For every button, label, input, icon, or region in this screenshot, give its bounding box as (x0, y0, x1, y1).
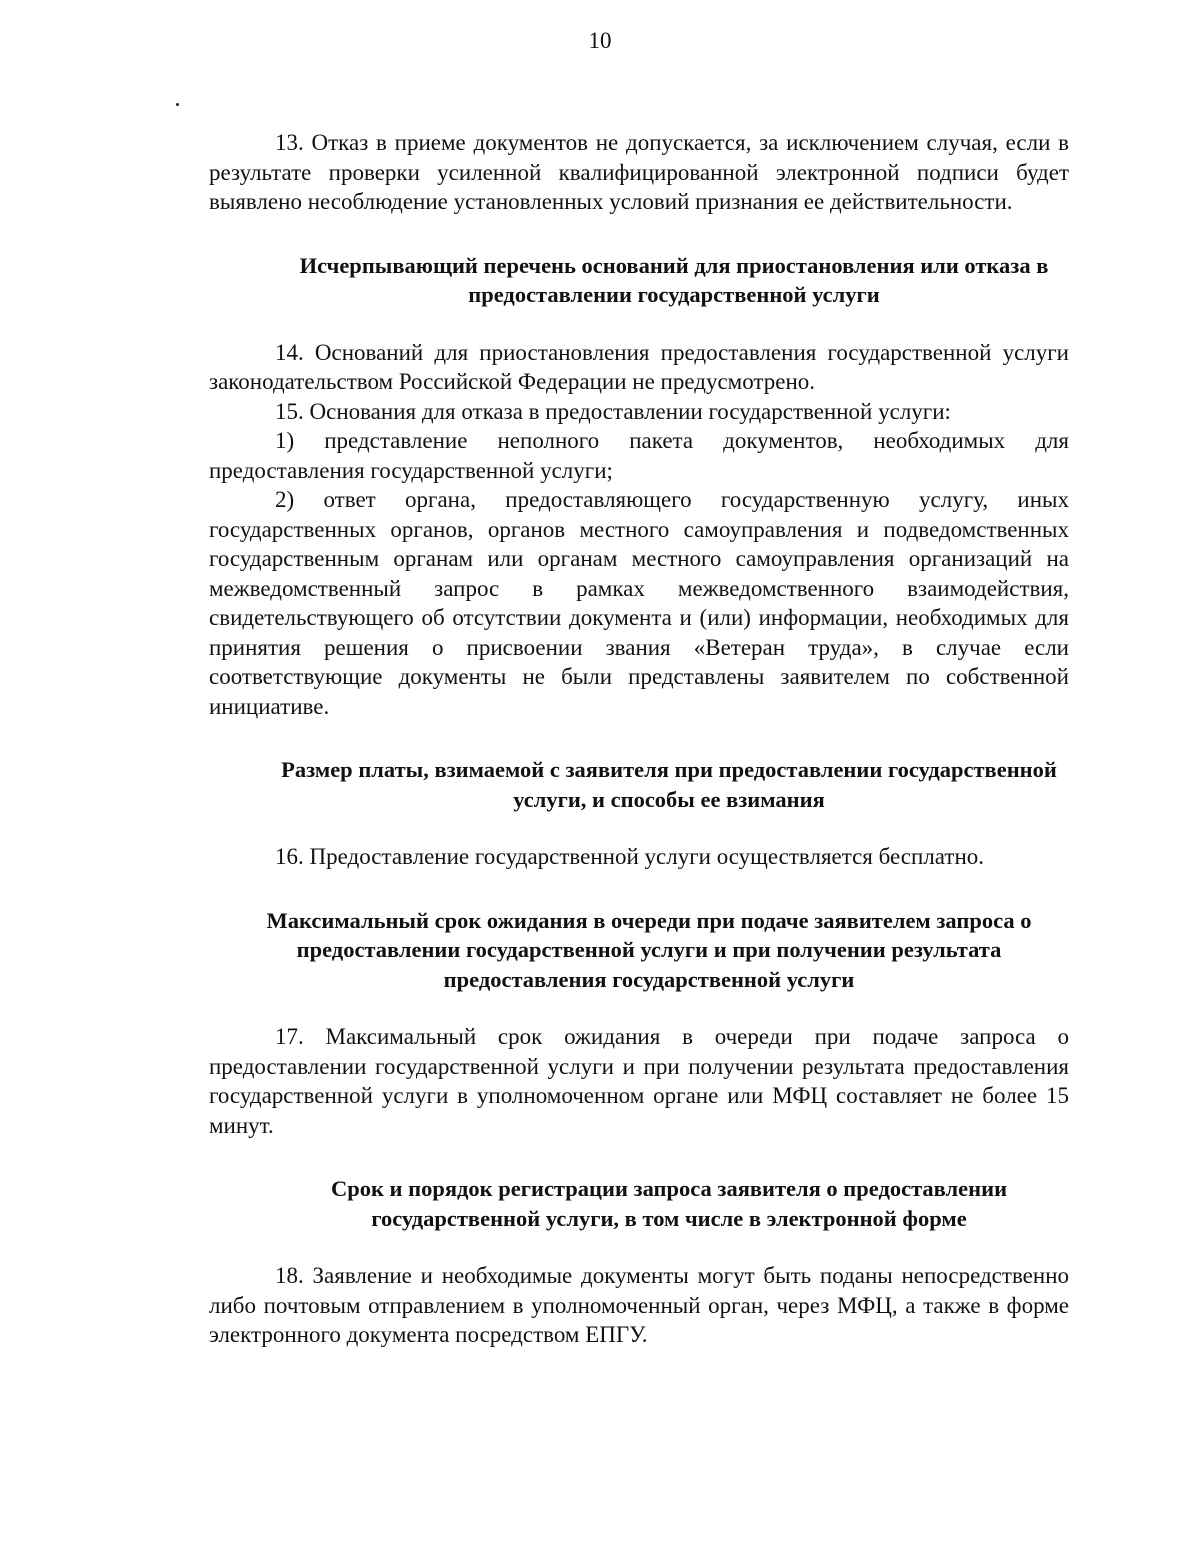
paragraph-13: 13. Отказ в приеме документов не допускается, за исключением случая, если в результате проверки усиленной квалифицированной электронной подписи будет выявлено несоблюдение установленных условий признания ее действительности. (209, 130, 1069, 214)
paragraph-15-item-1: 1) представление неполного пакета документов, необходимых для предоставления государственной услуги; (209, 428, 1069, 483)
heading-registration-procedure: Срок и порядок регистрации запроса заявителя о предоставлении государственной услуги, в том числе в электронной форме (330, 1176, 1008, 1231)
heading-max-waiting-time: Максимальный срок ожидания в очереди при подаче заявителем запроса о предоставлении государственной услуги и при получении результата предоставления государственной услуги (266, 907, 1032, 992)
paragraph-15-item-2: 2) ответ органа, предоставляющего государственную услугу, иных государственных органов, органов местного самоуправления и подведомственных государственным органам или органам местного самоуправления организаций на межведомственный запрос в рамках межведомственного взаимодействия, свидетельствующего об отсутствии документа и (или) информации, необходимых для принятия решения о присвоении звания «Ветеран труда», в случае если соответствующие документы не были представлены заявителем по собственной инициативе. (209, 487, 1069, 719)
heading-fee-amount: Размер платы, взимаемой с заявителя при предоставлении государственной услуги, и способы ее взимания (281, 757, 1057, 812)
document-body (209, 128, 1069, 1350)
paragraph-14: 14. Оснований для приостановления предоставления государственной услуги законодательством Российской Федерации не предусмотрено. (209, 339, 1069, 394)
paragraph-18: 18. Заявление и необходимые документы могут быть поданы непосредственно либо почтовым отправлением в уполномоченный орган, через МФЦ, а также в форме электронного документа посредством ЕПГУ. (209, 1263, 1069, 1347)
page-number: 10 (588, 28, 612, 53)
heading-grounds-for-suspension-or-refusal: Исчерпывающий перечень оснований для приостановления или отказа в предоставлении государственной услуги (299, 252, 1049, 307)
paragraph-15: 15. Основания для отказа в предоставлении государственной услуги: (275, 398, 951, 424)
paragraph-16: 16. Предоставление государственной услуги осуществляется бесплатно. (275, 844, 985, 869)
paragraph-17: 17. Максимальный срок ожидания в очереди при подаче запроса о предоставлении государственной услуги и при получении результата предоставления государственной услуги в уполномоченном органе или МФЦ составляет не более 15 минут. (209, 1024, 1069, 1138)
scan-speck (176, 103, 179, 106)
